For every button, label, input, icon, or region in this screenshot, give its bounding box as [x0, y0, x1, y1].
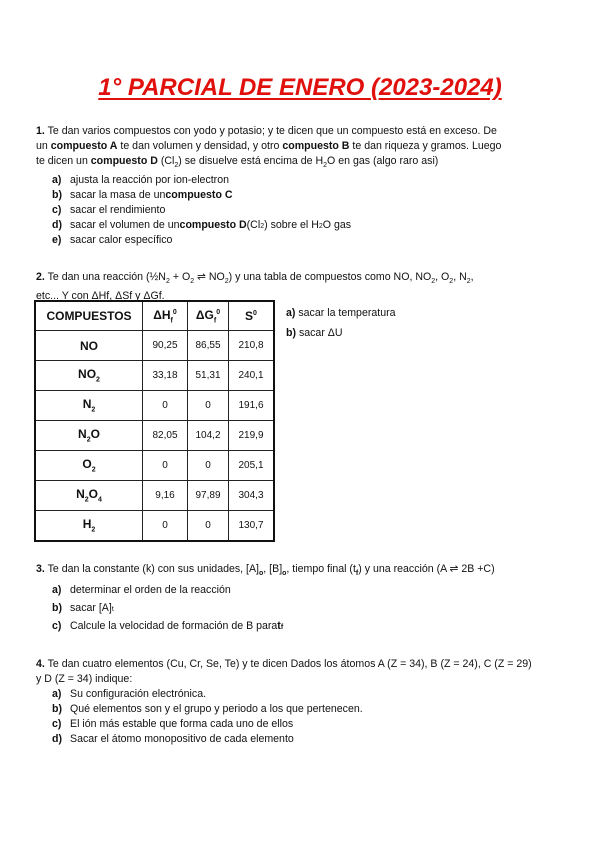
table-row	[35, 511, 274, 542]
compound-name: $H_2$	[35, 511, 143, 542]
s-value: 130,7	[229, 511, 275, 542]
exam-title: 1° PARCIAL DE ENERO (2023-2024)	[98, 74, 502, 101]
dg-value: 0	[188, 391, 229, 421]
dg-value: 0	[188, 511, 229, 542]
question-3	[36, 562, 571, 637]
q3-item-c: c) Calcule la velocidad de formación de B para t f	[52, 620, 284, 633]
q1-line-2: un compuesto A te dan volumen y densidad, y otro compuesto B te dan riqueza y gramos. Luego	[36, 140, 502, 152]
compound-name: $N_2O_4$	[35, 481, 143, 511]
s-value: 304,3	[229, 481, 275, 511]
q1-item-d: d) sacar el volumen de un compuesto D (Cl 2 ) sobre el H 2 O gas	[52, 219, 352, 232]
dg-value: 86,55	[188, 331, 229, 361]
table-row	[35, 481, 274, 511]
q4-item-d: d) Sacar el átomo monopositivo de cada elemento	[52, 733, 294, 745]
header-dg: $\Delta G_f^0$	[188, 301, 229, 331]
compound-name: $N_2O$	[35, 421, 143, 451]
dh-value: 9,16	[143, 481, 188, 511]
s-value: 205,1	[229, 451, 275, 481]
q3-item-b: b) sacar [A] t	[52, 602, 114, 615]
dh-value: 82,05	[143, 421, 188, 451]
q1-item-e: e) sacar calor específico	[52, 234, 173, 247]
header-compuestos: COMPUESTOS	[35, 301, 143, 331]
s-value: 191,6	[229, 391, 275, 421]
question-1	[36, 124, 571, 248]
q4-item-c: c) El ión más estable que forma cada uno de ellos	[52, 718, 294, 730]
q4-item-b: b) Qué elementos son y el grupo y periodo a los que pertenecen.	[52, 703, 363, 715]
dh-value: 0	[143, 451, 188, 481]
question-4	[36, 657, 571, 747]
q1-item-c: c) sacar el rendimiento	[52, 204, 166, 217]
table-row	[35, 391, 274, 421]
dh-value: 33,18	[143, 361, 188, 391]
q4-item-a: a) Su configuración electrónica.	[52, 688, 207, 700]
q3-line-1: 3. Te dan la constante (k) con sus unidades, $[A]_o$, $[B]_o$, tiempo final $(t_f)$ y una reacción (A ⇌ 2B +C)	[36, 563, 495, 578]
dg-value: 0	[188, 451, 229, 481]
compound-name: $N_2$	[35, 391, 143, 421]
dh-value: 90,25	[143, 331, 188, 361]
dg-value: 51,31	[188, 361, 229, 391]
q2-item-a: a) sacar la temperatura	[286, 307, 396, 319]
q2-line-1: 2. Te dan una reacción ($\frac{1}{2}N_2 + O_2$ ⇌ $NO_2$) y una tabla de compuestos como NO, $NO_2$, $O_2$, $N_2$,	[36, 271, 474, 286]
q1-item-a: a) ajusta la reacción por ion-electron	[52, 174, 229, 187]
q2-line-2: etc... Y con ΔHf, ΔSf y ΔGf.	[36, 290, 165, 303]
dh-value: 0	[143, 511, 188, 542]
table-row	[35, 331, 274, 361]
s-value: 210,8	[229, 331, 275, 361]
q4-line-2: y D (Z = 34) indique:	[36, 673, 133, 685]
compound-name: $O_2$	[35, 451, 143, 481]
dh-value: 0	[143, 391, 188, 421]
header-s: $S^0$	[229, 301, 275, 331]
q1-line-1: 1. Te dan varios compuestos con yodo y potasio; y te dicen que un compuesto está en exceso. De	[36, 125, 497, 137]
header-dh: $\Delta H_f^0$	[143, 301, 188, 331]
q4-line-1: 4. Te dan cuatro elementos (Cu, Cr, Se, Te) y te dicen Dados los átomos A (Z = 34), B (Z = 24), C (Z = 29)	[36, 658, 532, 670]
table-row	[35, 421, 274, 451]
s-value: 240,1	[229, 361, 275, 391]
table-row	[35, 361, 274, 391]
dg-value: 104,2	[188, 421, 229, 451]
table-header-row	[35, 301, 274, 331]
q1-line-3: te dicen un compuesto D $(Cl_2)$ se disuelve está encima de $H_2O$ en gas (algo raro asi)	[36, 155, 439, 170]
s-value: 219,9	[229, 421, 275, 451]
question-2	[36, 270, 571, 304]
q1-item-b: b) sacar la masa de un compuesto C	[52, 189, 233, 202]
compounds-table	[34, 300, 275, 542]
table-row	[35, 451, 274, 481]
q3-item-a: a) determinar el orden de la reacción	[52, 584, 231, 597]
q2-item-b: b) sacar ΔU	[286, 327, 343, 339]
dg-value: 97,89	[188, 481, 229, 511]
compound-name: NO	[35, 331, 143, 361]
compound-name: $NO_2$	[35, 361, 143, 391]
